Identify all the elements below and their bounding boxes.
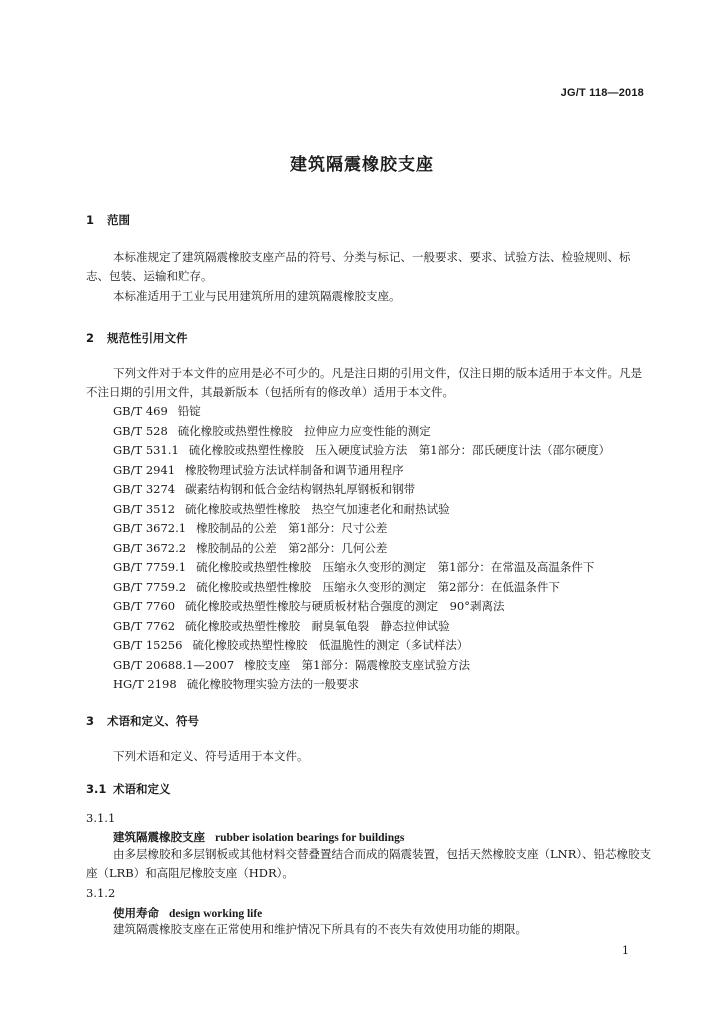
section-3-title: 术语和定义、符号 <box>107 714 199 728</box>
term-3-1-2-heading <box>113 905 262 921</box>
reference-item <box>113 441 610 461</box>
term-3-1-2-chinese: 使用寿命 <box>113 906 159 920</box>
reference-item <box>113 500 610 520</box>
standard-code: JG/T 118—2018 <box>560 87 644 99</box>
reference-item <box>113 578 610 598</box>
reference-code: GB/T 531.1 <box>113 443 179 457</box>
section-2-title: 规范性引用文件 <box>107 331 188 345</box>
reference-code: GB/T 20688.1—2007 <box>113 657 235 672</box>
term-3-1-1-english: rubber isolation bearings for buildings <box>215 832 405 844</box>
reference-title: 铅锭 <box>177 404 201 418</box>
reference-code: GB/T 528 <box>113 423 168 438</box>
subsection-3-1-number: 3.1 <box>86 782 107 796</box>
section-3-intro: 下列术语和定义、符号适用于本文件。 <box>113 749 309 763</box>
term-3-1-2-definition: 建筑隔震橡胶支座在正常使用和维护情况下所具有的不丧失有效使用功能的期限。 <box>113 922 527 936</box>
reference-code: GB/T 7759.2 <box>113 579 187 594</box>
term-3-1-1-definition: 由多层橡胶和多层钢板或其他材料交替叠置结合而成的隔震装置，包括天然橡胶支座（LNR）、铅芯橡胶支座（LRB）和高阻尼橡胶支座（HDR）。 <box>86 847 652 880</box>
reference-code: GB/T 469 <box>113 404 168 418</box>
term-number-3-1-2: 3.1.2 <box>86 886 116 900</box>
section-1-heading <box>86 212 130 228</box>
reference-code: GB/T 3274 <box>113 482 176 496</box>
reference-item <box>113 519 610 539</box>
reference-title: 硫化橡胶物理实验方法的一般要求 <box>186 677 360 691</box>
term-3-1-1-heading <box>113 829 404 845</box>
reference-title: 橡胶支座 第1部分：隔震橡胶支座试验方法 <box>244 657 470 672</box>
reference-code: GB/T 7760 <box>113 599 176 613</box>
reference-item <box>113 402 610 422</box>
reference-title: 橡胶制品的公差 第1部分：尺寸公差 <box>196 521 388 535</box>
reference-item <box>113 675 610 695</box>
reference-item <box>113 422 610 442</box>
document-title: 建筑隔震橡胶支座 <box>290 155 434 175</box>
reference-item <box>113 597 610 617</box>
section-1-number: 1 <box>86 213 95 227</box>
reference-title: 硫化橡胶或热塑性橡胶 耐臭氧龟裂 静态拉伸试验 <box>185 618 450 633</box>
reference-title: 硫化橡胶或热塑性橡胶 压入硬度试验方法 第1部分：邵氏硬度计法（邵尔硬度） <box>188 443 611 457</box>
section-2-heading <box>86 330 188 346</box>
section-1-paragraph-2: 本标准适用于工业与民用建筑所用的建筑隔震橡胶支座。 <box>113 289 401 303</box>
reference-code: GB/T 7759.1 <box>113 560 187 574</box>
section-1-title: 范围 <box>107 213 130 227</box>
reference-code: HG/T 2198 <box>113 677 177 691</box>
reference-item <box>113 636 610 656</box>
section-2-intro: 下列文件对于本文件的应用是必不可少的。凡是注日期的引用文件，仅注日期的版本适用于本文件。凡是不注日期的引用文件，其最新版本（包括所有的修改单）适用于本文件。 <box>86 366 642 399</box>
reference-title: 碳素结构钢和低合金结构钢热轧厚钢板和钢带 <box>185 482 416 496</box>
reference-code: GB/T 3672.1 <box>113 521 187 535</box>
term-3-1-1-chinese: 建筑隔震橡胶支座 <box>113 830 205 844</box>
reference-title: 硫化橡胶或热塑性橡胶 低温脆性的测定（多试样法） <box>192 638 469 652</box>
section-2-number: 2 <box>86 331 95 345</box>
reference-title: 硫化橡胶或热塑性橡胶 拉伸应力应变性能的测定 <box>177 423 431 438</box>
reference-code: GB/T 7762 <box>113 618 176 633</box>
reference-item <box>113 558 610 578</box>
reference-item <box>113 480 610 500</box>
reference-code: GB/T 2941 <box>113 462 176 477</box>
reference-code: GB/T 3512 <box>113 501 176 516</box>
reference-title: 硫化橡胶或热塑性橡胶 热空气加速老化和耐热试验 <box>185 501 450 516</box>
section-3-heading <box>86 713 199 729</box>
reference-item <box>113 617 610 637</box>
section-1-paragraph-1: 本标准规定了建筑隔震橡胶支座产品的符号、分类与标记、一般要求、要求、试验方法、检验规则、标志、包装、运输和贮存。 <box>86 250 631 283</box>
reference-title: 硫化橡胶或热塑性橡胶 压缩永久变形的测定 第2部分：在低温条件下 <box>196 579 560 594</box>
term-number-3-1-1: 3.1.1 <box>86 811 116 825</box>
reference-title: 橡胶物理试验方法试样制备和调节通用程序 <box>185 462 404 477</box>
reference-code: GB/T 15256 <box>113 638 183 652</box>
normative-references-list <box>113 402 610 695</box>
section-3-number: 3 <box>86 714 95 728</box>
reference-item <box>113 461 610 481</box>
reference-item <box>113 656 610 676</box>
term-3-1-2-english: design working life <box>169 908 263 920</box>
reference-code: GB/T 3672.2 <box>113 540 187 555</box>
reference-title: 硫化橡胶或热塑性橡胶与硬质板材粘合强度的测定 90°剥离法 <box>185 599 505 613</box>
reference-item <box>113 539 610 559</box>
subsection-3-1-title: 术语和定义 <box>113 782 171 796</box>
subsection-3-1-heading <box>86 781 171 797</box>
page-number: 1 <box>622 944 629 957</box>
reference-title: 橡胶制品的公差 第2部分：几何公差 <box>196 540 388 555</box>
reference-title: 硫化橡胶或热塑性橡胶 压缩永久变形的测定 第1部分：在常温及高温条件下 <box>196 560 595 574</box>
